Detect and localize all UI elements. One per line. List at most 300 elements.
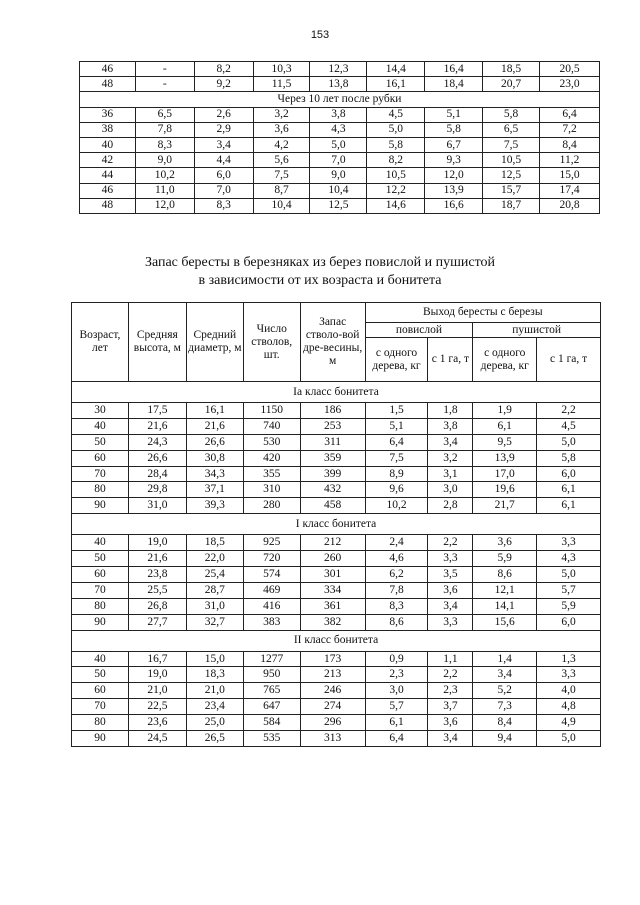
table-cell: 361 — [300, 598, 365, 614]
table-cell: 6,0 — [194, 168, 253, 183]
table-cell: 950 — [243, 667, 300, 683]
table-cell: 432 — [300, 482, 365, 498]
table-cell: 9,0 — [310, 168, 367, 183]
table-cell: 7,0 — [310, 153, 367, 168]
table-cell: 8,4 — [473, 715, 537, 731]
table-cell: 90 — [72, 731, 129, 747]
table-cell: 5,9 — [473, 551, 537, 567]
table-row — [72, 403, 601, 419]
table-cell: 50 — [72, 434, 129, 450]
table-cell: 1,9 — [473, 403, 537, 419]
table-row — [72, 450, 601, 466]
header-stems: Число стволов, шт. — [243, 303, 300, 382]
table-cell: 5,0 — [537, 731, 601, 747]
table-cell: 7,5 — [365, 450, 428, 466]
table-cell: 40 — [72, 418, 129, 434]
table-cell: 5,0 — [537, 567, 601, 583]
table-cell: 15,7 — [483, 183, 540, 198]
table-cell: 10,2 — [365, 498, 428, 514]
table-cell: 20,5 — [540, 62, 600, 77]
table-row — [80, 153, 600, 168]
table-cell: 10,5 — [483, 153, 540, 168]
table-cell: 8,2 — [367, 153, 425, 168]
table-cell: 4,8 — [537, 699, 601, 715]
table-cell: 15,0 — [186, 651, 243, 667]
table-cell: 6,0 — [537, 466, 601, 482]
header-stock: Запас стволо-вой дре-весины, м — [300, 303, 365, 382]
table-cell: 3,4 — [473, 667, 537, 683]
table-cell: 23,0 — [540, 77, 600, 92]
table-cell: 246 — [300, 683, 365, 699]
table-cell: 21,7 — [473, 498, 537, 514]
table-cell: 6,1 — [537, 482, 601, 498]
table-cell: 14,1 — [473, 598, 537, 614]
table-cell: 584 — [243, 715, 300, 731]
table-cell: 173 — [300, 651, 365, 667]
table-cell: 765 — [243, 683, 300, 699]
table-continued — [79, 61, 600, 214]
table-cell: 4,6 — [365, 551, 428, 567]
section-title: Через 10 лет после рубки — [80, 92, 600, 107]
header-pubescens-per-tree: с одного дерева, кг — [473, 338, 537, 382]
table-cell: 6,5 — [135, 107, 194, 122]
table-cell: 5,6 — [253, 153, 310, 168]
table-cell: 1,5 — [365, 403, 428, 419]
table-title-line-1: Запас бересты в березняках из берез повислой и пушистой — [144, 255, 496, 270]
table-cell: 9,4 — [473, 731, 537, 747]
header-diameter: Средний диаметр, м — [186, 303, 243, 382]
table-cell: 23,4 — [186, 699, 243, 715]
table-cell: 3,4 — [194, 137, 253, 152]
table-cell: 4,4 — [194, 153, 253, 168]
table-cell: 11,2 — [540, 153, 600, 168]
table-cell: 10,4 — [253, 198, 310, 213]
table-row — [72, 651, 601, 667]
table-cell: 3,3 — [428, 551, 473, 567]
table-cell: 6,4 — [540, 107, 600, 122]
table-row — [72, 699, 601, 715]
table-cell: 29,8 — [128, 482, 186, 498]
table-cell: 355 — [243, 466, 300, 482]
table-cell: 3,6 — [428, 582, 473, 598]
table-cell: - — [135, 62, 194, 77]
table-title-line-2: в зависимости от их возраста и бонитета — [198, 273, 442, 288]
table-cell: 1,8 — [428, 403, 473, 419]
table-cell: 50 — [72, 667, 129, 683]
table-cell: 3,8 — [310, 107, 367, 122]
table-cell: 14,4 — [367, 62, 425, 77]
table-cell: 18,7 — [483, 198, 540, 213]
table-cell: 6,1 — [365, 715, 428, 731]
table-cell: 5,1 — [425, 107, 483, 122]
table-cell: 399 — [300, 466, 365, 482]
table-cell: 2,9 — [194, 122, 253, 137]
table-cell: 26,5 — [186, 731, 243, 747]
table-cell: 3,1 — [428, 466, 473, 482]
table-cell: 12,3 — [310, 62, 367, 77]
table-cell: 2,3 — [365, 667, 428, 683]
table-cell: 22,0 — [186, 551, 243, 567]
header-pendula: повислой — [365, 323, 473, 338]
header-pendula-per-tree: с одного дерева, кг — [365, 338, 428, 382]
table-row — [72, 498, 601, 514]
table-cell: 458 — [300, 498, 365, 514]
table-cell: 12,5 — [483, 168, 540, 183]
table-cell: 18,4 — [425, 77, 483, 92]
table-cell: 2,8 — [428, 498, 473, 514]
table-cell: 26,8 — [128, 598, 186, 614]
header-pubescens-per-ha: с 1 га, т — [537, 338, 601, 382]
table-cell: 19,0 — [128, 535, 186, 551]
table-cell: 28,4 — [128, 466, 186, 482]
table-cell: 2,6 — [194, 107, 253, 122]
table-row — [72, 567, 601, 583]
table-cell: 8,4 — [540, 137, 600, 152]
table-cell: 3,3 — [428, 614, 473, 630]
table-cell: 301 — [300, 567, 365, 583]
table-cell: 25,0 — [186, 715, 243, 731]
site-class-title: II класс бонитета — [72, 630, 601, 651]
table-cell: 296 — [300, 715, 365, 731]
table-row — [72, 667, 601, 683]
table-cell: 2,2 — [537, 403, 601, 419]
table-cell: 8,3 — [135, 137, 194, 152]
table-row — [72, 715, 601, 731]
table-cell: 313 — [300, 731, 365, 747]
table-cell: 18,5 — [186, 535, 243, 551]
table-cell: 26,6 — [128, 450, 186, 466]
table-cell: 40 — [80, 137, 136, 152]
table-cell: 0,9 — [365, 651, 428, 667]
table-cell: 5,7 — [537, 582, 601, 598]
section-row — [72, 382, 601, 403]
table-section-row — [80, 92, 600, 107]
table-cell: 3,6 — [428, 715, 473, 731]
table-cell: 23,8 — [128, 567, 186, 583]
table-cell: 80 — [72, 598, 129, 614]
table-cell: 16,1 — [186, 403, 243, 419]
table-cell: 5,0 — [367, 122, 425, 137]
table-cell: 5,8 — [537, 450, 601, 466]
table-cell: 6,7 — [425, 137, 483, 152]
table-cell: 7,5 — [253, 168, 310, 183]
table-cell: 13,9 — [473, 450, 537, 466]
table-cell: 44 — [80, 168, 136, 183]
table-cell: 21,6 — [128, 418, 186, 434]
table-cell: 18,3 — [186, 667, 243, 683]
table-cell: 8,3 — [365, 598, 428, 614]
table-cell: 21,0 — [128, 683, 186, 699]
table-cell: 4,5 — [537, 418, 601, 434]
table-cell: 11,5 — [253, 77, 310, 92]
table-cell: 3,4 — [428, 598, 473, 614]
table-cell: 574 — [243, 567, 300, 583]
table-row — [80, 168, 600, 183]
table-cell: 80 — [72, 715, 129, 731]
table-cell: 3,7 — [428, 699, 473, 715]
table-cell: 30 — [72, 403, 129, 419]
table-cell: 1150 — [243, 403, 300, 419]
table-cell: 1,3 — [537, 651, 601, 667]
table-cell: 19,0 — [128, 667, 186, 683]
table-cell: 3,4 — [428, 434, 473, 450]
table-cell: 38 — [80, 122, 136, 137]
table-cell: 3,0 — [365, 683, 428, 699]
table-cell: 7,3 — [473, 699, 537, 715]
table-cell: 11,0 — [135, 183, 194, 198]
header-pubescens: пушистой — [473, 323, 601, 338]
table-row — [72, 535, 601, 551]
table-cell: 383 — [243, 614, 300, 630]
table-cell: 469 — [243, 582, 300, 598]
table-cell: - — [135, 77, 194, 92]
table-cell: 26,6 — [186, 434, 243, 450]
table-cell: 24,5 — [128, 731, 186, 747]
table-cell: 20,8 — [540, 198, 600, 213]
page-number: 153 — [310, 29, 330, 41]
table-cell: 4,0 — [537, 683, 601, 699]
table-cell: 359 — [300, 450, 365, 466]
table-cell: 8,3 — [194, 198, 253, 213]
table-cell: 20,7 — [483, 77, 540, 92]
table-cell: 3,3 — [537, 535, 601, 551]
table-row — [80, 198, 600, 213]
table-cell: 334 — [300, 582, 365, 598]
table-cell: 9,0 — [135, 153, 194, 168]
site-class-title: Iа класс бонитета — [72, 382, 601, 403]
table-cell: 10,5 — [367, 168, 425, 183]
table-cell: 253 — [300, 418, 365, 434]
table-cell: 14,6 — [367, 198, 425, 213]
table-cell: 22,5 — [128, 699, 186, 715]
table-cell: 4,3 — [537, 551, 601, 567]
table-cell: 280 — [243, 498, 300, 514]
table-cell: 15,6 — [473, 614, 537, 630]
table-row — [72, 466, 601, 482]
header-height: Средняя высота, м — [128, 303, 186, 382]
table-cell: 30,8 — [186, 450, 243, 466]
table-cell: 27,7 — [128, 614, 186, 630]
table-cell: 2,2 — [428, 535, 473, 551]
table-cell: 46 — [80, 183, 136, 198]
table-cell: 10,2 — [135, 168, 194, 183]
table-cell: 6,2 — [365, 567, 428, 583]
table-row — [80, 122, 600, 137]
table-cell: 1,4 — [473, 651, 537, 667]
table-row — [72, 418, 601, 434]
table-cell: 8,9 — [365, 466, 428, 482]
table-cell: 260 — [300, 551, 365, 567]
table-cell: 10,4 — [310, 183, 367, 198]
table-cell: 17,0 — [473, 466, 537, 482]
table-cell: 48 — [80, 198, 136, 213]
table-row — [72, 614, 601, 630]
table-cell: 28,7 — [186, 582, 243, 598]
table-cell: 46 — [80, 62, 136, 77]
table-cell: 24,3 — [128, 434, 186, 450]
table-cell: 4,5 — [367, 107, 425, 122]
table-cell: 5,8 — [425, 122, 483, 137]
table-cell: 5,0 — [537, 434, 601, 450]
table-cell: 9,3 — [425, 153, 483, 168]
table-cell: 25,4 — [186, 567, 243, 583]
table-cell: 6,1 — [537, 498, 601, 514]
table-cell: 60 — [72, 450, 129, 466]
table-cell: 3,6 — [253, 122, 310, 137]
table-cell: 13,9 — [425, 183, 483, 198]
table-cell: 7,0 — [194, 183, 253, 198]
table-cell: 310 — [243, 482, 300, 498]
table-row — [72, 731, 601, 747]
table-cell: 8,7 — [253, 183, 310, 198]
table-cell: 12,1 — [473, 582, 537, 598]
table-cell: 9,6 — [365, 482, 428, 498]
table-cell: 2,3 — [428, 683, 473, 699]
table-row — [80, 137, 600, 152]
table-cell: 3,8 — [428, 418, 473, 434]
table-cell: 31,0 — [128, 498, 186, 514]
bark-stock-table — [71, 302, 601, 747]
table-cell: 80 — [72, 482, 129, 498]
table-cell: 16,1 — [367, 77, 425, 92]
table-cell: 647 — [243, 699, 300, 715]
table-cell: 12,0 — [135, 198, 194, 213]
table-cell: 13,8 — [310, 77, 367, 92]
table-cell: 8,6 — [365, 614, 428, 630]
table-cell: 9,2 — [194, 77, 253, 92]
table-cell: 40 — [72, 535, 129, 551]
table-cell: 535 — [243, 731, 300, 747]
table-row — [72, 582, 601, 598]
table-cell: 12,2 — [367, 183, 425, 198]
table-cell: 10,3 — [253, 62, 310, 77]
table-cell: 6,4 — [365, 434, 428, 450]
table-cell: 23,6 — [128, 715, 186, 731]
table-cell: 1277 — [243, 651, 300, 667]
table-cell: 18,5 — [483, 62, 540, 77]
table-row — [80, 62, 600, 77]
table-row — [80, 77, 600, 92]
table-row — [72, 683, 601, 699]
table-cell: 12,5 — [310, 198, 367, 213]
table-cell: 7,5 — [483, 137, 540, 152]
table-cell: 3,5 — [428, 567, 473, 583]
table-cell: 3,4 — [428, 731, 473, 747]
table-cell: 39,3 — [186, 498, 243, 514]
table-cell: 6,0 — [537, 614, 601, 630]
table-cell: 5,7 — [365, 699, 428, 715]
table-cell: 31,0 — [186, 598, 243, 614]
table-cell: 5,8 — [367, 137, 425, 152]
table-cell: 740 — [243, 418, 300, 434]
table-cell: 530 — [243, 434, 300, 450]
table-cell: 21,6 — [186, 418, 243, 434]
table-cell: 36 — [80, 107, 136, 122]
table-cell: 25,5 — [128, 582, 186, 598]
table-cell: 48 — [80, 77, 136, 92]
table-cell: 186 — [300, 403, 365, 419]
section-row — [72, 630, 601, 651]
table-cell: 5,2 — [473, 683, 537, 699]
table-cell: 16,6 — [425, 198, 483, 213]
table-cell: 5,1 — [365, 418, 428, 434]
table-cell: 16,4 — [425, 62, 483, 77]
table-cell: 2,2 — [428, 667, 473, 683]
table-cell: 90 — [72, 614, 129, 630]
header-pendula-per-ha: с 1 га, т — [428, 338, 473, 382]
table-cell: 8,6 — [473, 567, 537, 583]
table-cell: 6,1 — [473, 418, 537, 434]
table-cell: 3,2 — [253, 107, 310, 122]
table-row — [72, 551, 601, 567]
table-cell: 17,5 — [128, 403, 186, 419]
table-cell: 1,1 — [428, 651, 473, 667]
table-cell: 4,3 — [310, 122, 367, 137]
table-row — [80, 107, 600, 122]
table-cell: 70 — [72, 582, 129, 598]
table-cell: 5,0 — [310, 137, 367, 152]
table-cell: 7,8 — [365, 582, 428, 598]
table-cell: 16,7 — [128, 651, 186, 667]
table-cell: 382 — [300, 614, 365, 630]
table-cell: 60 — [72, 683, 129, 699]
table-cell: 60 — [72, 567, 129, 583]
table-cell: 70 — [72, 699, 129, 715]
table-cell: 3,0 — [428, 482, 473, 498]
table-row — [72, 482, 601, 498]
table-cell: 37,1 — [186, 482, 243, 498]
table-cell: 416 — [243, 598, 300, 614]
table-cell: 212 — [300, 535, 365, 551]
table-cell: 2,4 — [365, 535, 428, 551]
table-cell: 311 — [300, 434, 365, 450]
table-cell: 12,0 — [425, 168, 483, 183]
table-cell: 6,4 — [365, 731, 428, 747]
table-cell: 50 — [72, 551, 129, 567]
table-cell: 42 — [80, 153, 136, 168]
table-cell: 6,5 — [483, 122, 540, 137]
table-cell: 7,2 — [540, 122, 600, 137]
header-age: Возраст, лет — [72, 303, 129, 382]
table-cell: 15,0 — [540, 168, 600, 183]
table-cell: 213 — [300, 667, 365, 683]
table-cell: 5,8 — [483, 107, 540, 122]
table-cell: 274 — [300, 699, 365, 715]
table-cell: 90 — [72, 498, 129, 514]
table-cell: 3,3 — [537, 667, 601, 683]
table-row — [72, 598, 601, 614]
header-bark-yield: Выход бересты с березы — [365, 303, 600, 323]
table-cell: 420 — [243, 450, 300, 466]
table-cell: 21,6 — [128, 551, 186, 567]
table-cell: 9,5 — [473, 434, 537, 450]
section-row — [72, 514, 601, 535]
table-cell: 70 — [72, 466, 129, 482]
table-cell: 17,4 — [540, 183, 600, 198]
table-cell: 925 — [243, 535, 300, 551]
table-cell: 3,2 — [428, 450, 473, 466]
table-cell: 4,9 — [537, 715, 601, 731]
table-row — [72, 434, 601, 450]
table-cell: 720 — [243, 551, 300, 567]
table-row — [80, 183, 600, 198]
site-class-title: I класс бонитета — [72, 514, 601, 535]
table-cell: 3,6 — [473, 535, 537, 551]
table-cell: 19,6 — [473, 482, 537, 498]
table-cell: 5,9 — [537, 598, 601, 614]
table-cell: 40 — [72, 651, 129, 667]
table-cell: 7,8 — [135, 122, 194, 137]
